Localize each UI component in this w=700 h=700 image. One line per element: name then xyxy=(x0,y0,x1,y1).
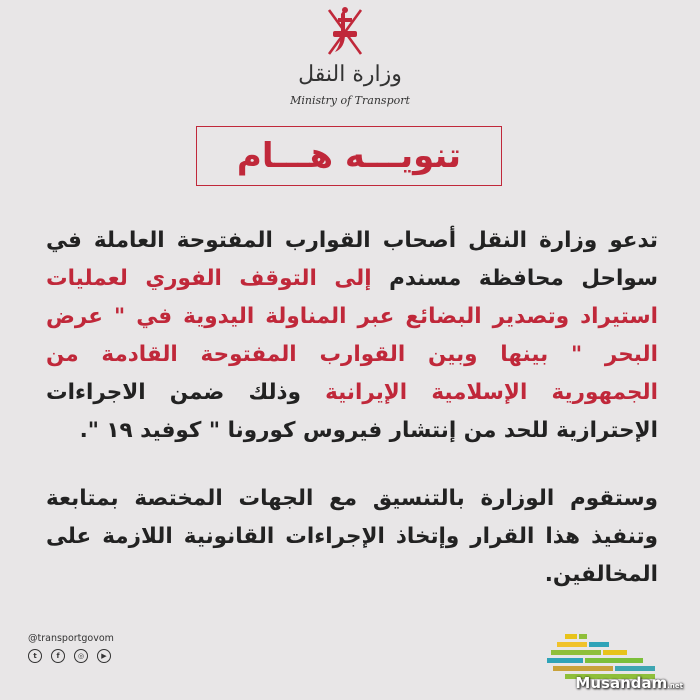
announcement-paragraph-1 xyxy=(46,222,658,450)
instagram-icon[interactable]: ◎ xyxy=(74,649,88,663)
watermark-text xyxy=(575,674,683,692)
paragraph-1-highlight: إلى التوقف الفوري لعمليات استيراد وتصدير البضائع عبر المناولة اليدوية في " عرض البحر " بينها وبين القوارب المفتوحة القادمة من الجمهورية الإسلامية الإيرانية xyxy=(46,266,658,405)
ministry-name-arabic: وزارة النقل xyxy=(298,62,402,87)
youtube-icon[interactable]: ▶ xyxy=(97,649,111,663)
oman-khanjar-emblem-icon xyxy=(323,4,367,62)
facebook-icon[interactable]: f xyxy=(51,649,65,663)
musandam-watermark xyxy=(545,630,695,696)
twitter-icon[interactable]: t xyxy=(28,649,42,663)
social-icons xyxy=(28,649,111,663)
watermark-site-suffix: .net xyxy=(667,682,683,690)
paragraph-1-intro: تدعو وزارة النقل أصحاب القوارب المفتوحة العاملة في سواحل محافظة مسندم xyxy=(46,228,658,291)
notice-title-box xyxy=(196,126,502,186)
ministry-name-english: Ministry of Transport xyxy=(290,94,410,107)
watermark-site-name: Musandam xyxy=(575,674,668,692)
announcement-paragraph-2: وستقوم الوزارة بالتنسيق مع الجهات المختصة بمتابعة وتنفيذ هذا القرار وإتخاذ الإجراءات القانونية اللازمة على المخالفين. xyxy=(46,486,658,587)
paragraph-1-conclusion: وذلك ضمن الاجراءات الإحترازية للحد من إنتشار فيروس كورونا " كوفيد ١٩ ". xyxy=(46,380,658,443)
notice-title: تنويـــه هـــام xyxy=(236,136,462,176)
social-handle[interactable]: @transportgovom xyxy=(28,633,114,644)
